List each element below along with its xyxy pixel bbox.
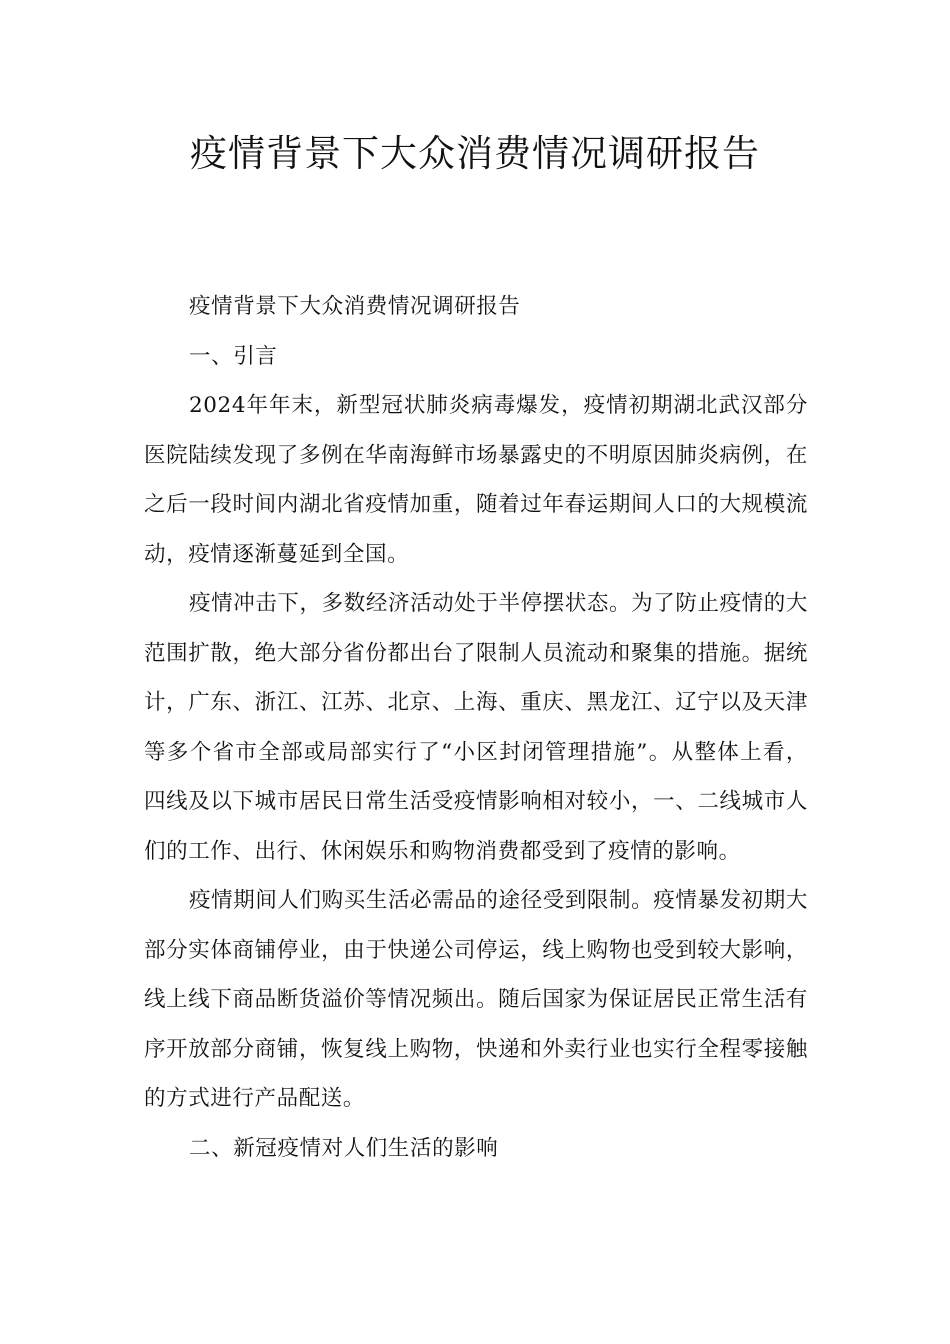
section-heading-impact-on-life: 二、新冠疫情对人们生活的影响 xyxy=(189,1135,499,1161)
body-title-line: 疫情背景下大众消费情况调研报告 xyxy=(189,294,521,319)
paragraph-shopping-restrictions: 疫情期间人们购买生活必需品的途径受到限制。疫情暴发初期大部分实体商铺停业，由于快递公司停运，线上购物也受到较大影响，线上线下商品断货溢价等情况频出。随后国家为保证居民正常生活有序开放部分商铺，恢复线上购物，快递和外卖行业也实行全程零接触的方式进行产品配送。 xyxy=(144,888,808,1111)
paragraph-economic-impact: 疫情冲击下，多数经济活动处于半停摆状态。为了防止疫情的大范围扩散，绝大部分省份都出台了限制人员流动和聚集的措施。据统计，广东、浙江、江苏、北京、上海、重庆、黑龙江、辽宁以及天津等多个省市全部或局部实行了“小区封闭管理措施”。从整体上看，四线及以下城市居民日常生活受疫情影响相对较小，一、二线城市人们的工作、出行、休闲娱乐和购物消费都受到了疫情的影响。 xyxy=(144,591,808,864)
document-title: 疫情背景下大众消费情况调研报告 xyxy=(190,132,760,175)
paragraph-outbreak: 2024年年末，新型冠状肺炎病毒爆发，疫情初期湖北武汉部分医院陆续发现了多例在华南海鲜市场暴露史的不明原因肺炎病例，在之后一段时间内湖北省疫情加重，随着过年春运期间人口的大规模流动，疫情逐渐蔓延到全国。 xyxy=(144,393,808,567)
document-body xyxy=(144,282,808,1173)
section-heading-introduction: 一、引言 xyxy=(189,343,278,369)
